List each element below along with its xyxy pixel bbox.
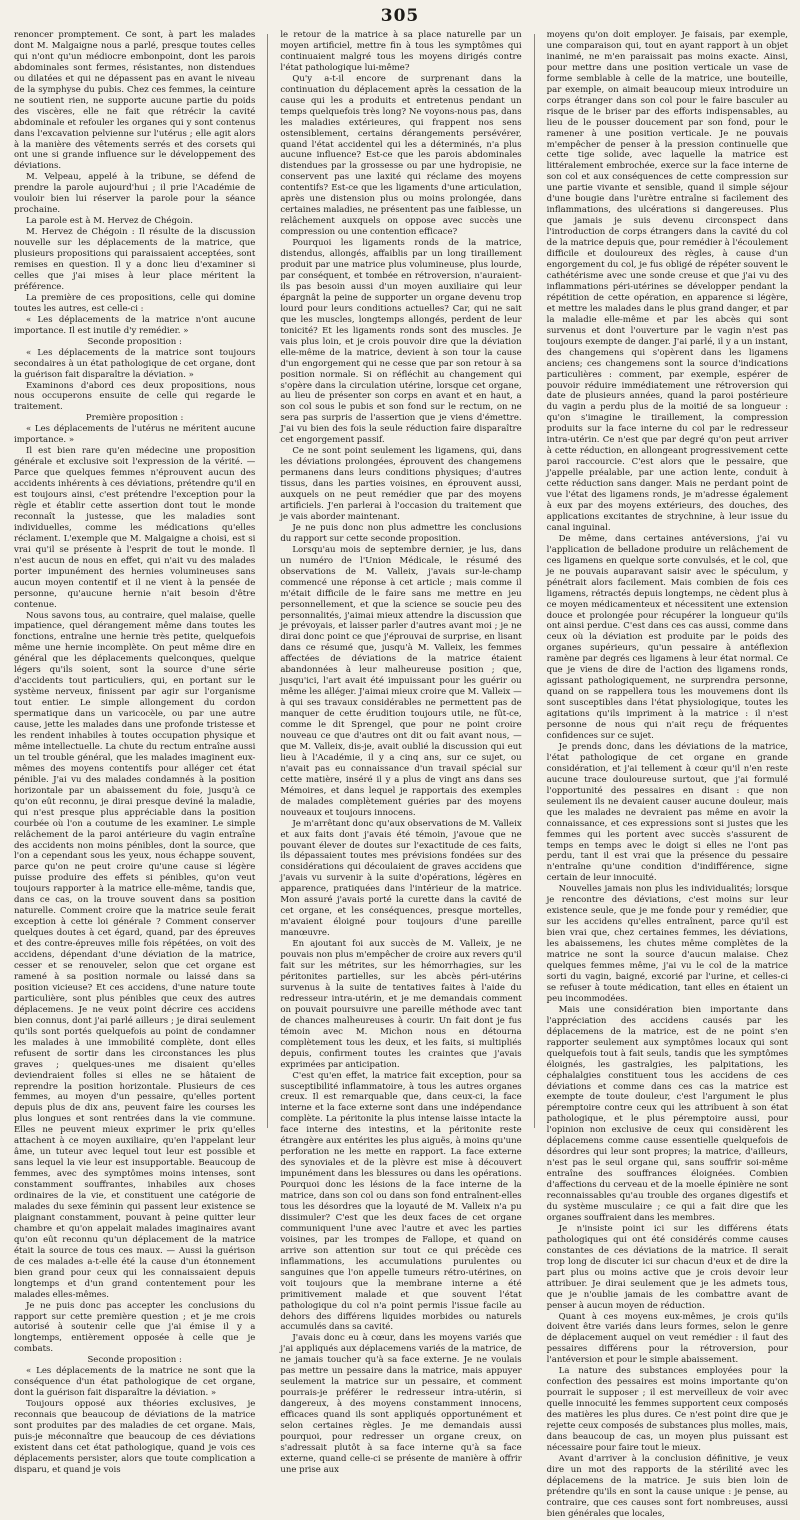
paragraph: Pourquoi les ligaments ronds de la matrice, distendus, allongés, affaiblis par un long tiraillement produit par une matrice plus volumineuse, plus lourde, par conséquent, et tombée en rétroversion, n'auraient-ils pas besoin aussi d'un moyen auxiliaire qui leur épargnât la peine de supporter un organe devenu trop lourd pour leurs conditions actuelles? Car, qui ne sait que les muscles, longtemps allongés, perdent de leur tonicité? Et les ligaments ronds sont des muscles. Je vais plus loin, et je crois pouvoir dire que la déviation elle-même de la matrice, devient à son tour la cause d'un engorgement qui ne cesse que par son retour à sa position normale. Si on réfléchit au changement qui s'opère dans la circulation utérine, lorsque cet organe, au lieu de présenter son corps en avant et en haut, a son col sous le pubis et son fond sur le rectum, on ne sera pas surpris de l'assertion que je viens d'émettre. J'ai vu bien des fois la seule réduction faire disparaître cet engorgement passif. [280,238,522,446]
paragraph: renoncer promptement. Ce sont, à part les malades dont M. Malgaigne nous a parlé, presque toutes celles qui n'ont qu'un médiocre embonpoint, dont les parois abdominales sont fermes, résistantes, non distendues ou dilatées et qui ne dépassent pas en avant le niveau de la symphyse du pubis. Chez ces femmes, la ceinture ne soutient rien, ne supporte aucune partie du poids des viscères, elle ne fait que rétrécir la cavité abdominale et refouler les organes qui y sont contenus dans l'excavation pelvienne sur l'utérus ; elle agit alors à la manière des vêtements serrés et des corsets qui ont une si grande influence sur le développement des déviations. [14,30,256,172]
paragraph: En ajoutant foi aux succès de M. Valleix, je ne pouvais non plus m'empêcher de croire aux revers qu'il fait sur les métrites, sur les hémorrhagies, sur les péritonites partielles, sur les abcès péri-utérins survenus à la suite de tentatives faites à l'aide du redresseur intra-utérin, et je me demandais comment on pouvait poursuivre une pareille méthode avec tant de chances malheureuses à courir. Un fait dont je fus témoin avec M. Michon nous en détourna complètement tous les deux, et les faits, si multipliés depuis, confirment toutes les craintes que j'avais exprimées par anticipation. [280,939,522,1070]
paragraph: Je m'arrêtant donc qu'aux observations de M. Valleix et aux faits dont j'avais été témoin, j'avoue que ne pouvant élever de doutes sur l'exactitude de ces faits, ils dépassaient toutes mes prévisions fondées sur des considérations qui découlaient de graves accidens que j'avais vu survenir à la suite d'opérations, légères en apparence, pratiquées dans l'intérieur de la matrice. Mon assuré j'avais porté la curette dans la cavité de cet organe, et les conséquences, presque mortelles, m'avaient éloigné pour toujours d'une pareille manœuvre. [280,818,522,939]
column-divider [267,34,268,1128]
paragraph: La première de ces propositions, celle qui domine toutes les autres, est celle-ci : [14,292,256,314]
page-number: 305 [380,6,420,26]
paragraph: M. Hervez de Chégoin : Il résulte de la discussion nouvelle sur les déplacements de la matrice, que plusieurs propositions qui paraissaient acceptées, sont remises en question. Il y a donc lieu d'examiner si celles que j'ai mises à leur place méritent la préférence. [14,227,256,292]
paragraph: Seconde proposition : [87,1355,182,1366]
paragraph: Ce ne sont point seulement les ligamens, qui, dans les déviations prolongées, éprouvent des changemens permanens dans leurs conditions physiques; d'autres tissus, dans les parties voisines, en éprouvent aussi, auxquels on ne peut remédier que par des moyens artificiels. J'en parlerai à l'occasion du traitement que je vais aborder maintenant. [280,446,522,522]
paragraph: Avant d'arriver à la conclusion définitive, je veux dire un mot des rapports de la stérilité avec les déplacemens de la matrice. Je suis bien loin de prétendre qu'ils en sont la cause unique : je pense, au contraire, que ces causes sont fort nombreuses, aussi bien générales que locales, [546,1453,788,1519]
column-2 [280,30,522,1475]
paragraph: La parole est à M. Hervez de Chégoin. [26,216,194,227]
paragraph: « Les déplacements de la matrice sont toujours secondaires à un état pathologique de cet organe, dont la guérison fait disparaître la déviation. » [14,347,256,380]
paragraph: le retour de la matrice à sa place naturelle par un moyen artificiel, mettre fin à tous les symptômes qui continuaient malgré tous les moyens dirigés contre l'état pathologique lui-même? [280,30,522,73]
paragraph: Je ne puis donc non plus admettre les conclusions du rapport sur cette seconde proposition. [280,522,522,544]
paragraph: Je prends donc, dans les déviations de la matrice, l'état pathologique de cet organe en grande considération, et j'ai tellement à cœur qu'il n'en reste aucune trace douloureuse surtout, que j'ai formulé l'opportunité des pessaires en disant : que non seulement ils ne devaient causer aucune douleur, mais que les malades ne devraient pas même en avoir la connaissance, et ces expressions sont si justes que les femmes qui les portent avec succès s'assurent de temps en temps avec le doigt si elles ne l'ont pas perdu, tant il est vrai que la présence du pessaire n'entraîne qu'une condition d'indifférence, signe certain de leur innocuité. [546,741,788,884]
paragraph: Examinons d'abord ces deux propositions, nous nous occuperons ensuite de celle qui regarde le traitement. [14,380,256,413]
paragraph: Nouvelles jamais non plus les individualités; lorsque je rencontre des déviations, c'est moins sur leur existence seule, que je me fonde pour y remédier, que sur les accidens qu'elles entraînent, parce qu'il est bien vrai que, chez certaines femmes, les déviations, les abaissemens, les chutes même complètes de la matrice ne sont la source d'aucun malaise. Chez quelques femmes même, j'ai vu le col de la matrice sorti du vagin, baigné, excorié par l'urine, et celles-ci se refuser à toute médication, tant elles en étaient un peu incommodées. [546,884,788,1004]
column-1 [14,30,256,1475]
paragraph: C'est qu'en effet, la matrice fait exception, pour sa susceptibilité inflammatoire, à tous les autres organes creux. Il est remarquable que, dans ceux-ci, la face interne et la face externe sont dans une indépendance complète. La péritonite la plus intense laisse intacte la face interne des intestins, et la péritonite reste étrangère aux entérites les plus aiguës, à moins qu'une perforation ne les mette en rapport. La face externe des synoviales et de la plèvre est mise à découvert impunément dans les blessures ou dans les opérations. Pourquoi donc les lésions de la face interne de la matrice, dans son col ou dans son fond entraînent-elles tous les désordres que la loyauté de M. Valleix n'a pu dissimuler? C'est que les deux faces de cet organe communiquent l'une avec l'autre et avec les parties voisines, par les trompes de Fallope, et quand on arrive son attention sur tout ce qui précède ces inflammations, les accumulations purulentes ou sanguines que l'on appelle tumeurs rétro-utérines, on voit toujours que la membrane interne a été primitivement malade et que souvent l'état pathologique du col n'a point permis l'issue facile au dehors des différens liquides morbides ou naturels accumulés dans sa cavité. [280,1070,522,1333]
paragraph: Première proposition : [85,413,184,424]
paragraph: Quant à ces moyens eux-mêmes, je crois qu'ils doivent être variés dans leurs formes, selon le genre de déplacement auquel on veut remédier : il faut des pessaires différens pour la rétroversion, pour l'antéversion et pour le simple abaissement. [546,1311,788,1366]
paragraph: « Les déplacements de l'utérus ne méritent aucune importance. » [14,424,256,446]
paragraph: J'avais donc eu à cœur, dans les moyens variés que j'ai appliqués aux déplacemens variés de la matrice, de ne jamais toucher qu'à sa face externe. Je ne voulais pas mettre un pessaire dans la matrice, mais appuyer seulement la matrice sur un pessaire, et comment pourrais-je préférer le redresseur intra-utérin, si dangereux, à des moyens constamment innocens, efficaces quand ils sont appliqués opportunément et selon certaines règles. Je me demandais aussi pourquoi, pour redresser un organe creux, on s'adressait plutôt à sa face interne qu'à sa face externe, quand celle-ci se présente de manière à offrir une prise aux [280,1333,522,1475]
paragraph: La nature des substances employées pour la confection des pessaires est moins importante qu'on pourrait le supposer ; il est merveilleux de voir avec quelle innocuité les femmes supportent ceux composés des matières les plus dures. Ce n'est point dire que je rejette ceux composés de substances plus molles, mais, dans beaucoup de cas, un moyen plus puissant est nécessaire pour faire tout le mieux. [546,1366,788,1453]
paragraph: M. Velpeau, appelé à la tribune, se défend de prendre la parole aujourd'hui ; il prie l'Académie de vouloir bien lui réserver la parole pour la séance prochaine. [14,172,256,216]
paragraph: Qu'y a-t-il encore de surprenant dans la continuation du déplacement après la cessation de la cause qui les a produits et entretenus pendant un temps quelquefois très long? Ne voyons-nous pas, dans les maladies extérieures, qui frappent nos sens ostensiblement, certains dérangements persévérer, quand l'état accidentel qui les a déterminés, n'a plus aucune influence? Est-ce que les parois abdominales distendues par la grossesse ou par une hydropisie, ne conservent pas une laxité qui réclame des moyens contentifs? Est-ce que les ligaments d'une articulation, après une distension plus ou moins prolongée, dans certaines maladies, ne présentent pas une faiblesse, un relâchement auxquels on oppose avec succès une compression ou une contention efficace? [280,73,522,238]
paragraph: « Les déplacements de la matrice n'ont aucune importance. Il est inutile d'y remédier. » [14,314,256,336]
paragraph: Nous savons tous, au contraire, quel malaise, quelle impatience, quel dérangement même dans toutes les fonctions, entraîne une hernie très petite, quelquefois même une hernie incomplète. On peut même dire en général que les déplacements quelconques, quelque légers qu'ils soient, sont la source d'une série d'accidents tout particuliers, qui, en portant sur le système nerveux, finissent par agir sur l'organisme tout entier. Le simple allongement du cordon spermatique dans un varicocèle, ou par une autre cause, jette les malades dans une profonde tristesse et les rendent inhabiles à toutes occupation physique et même intellectuelle. La chute du rectum entraîne aussi un tel trouble général, que les malades imaginent eux-mêmes des moyens contentifs pour alléger cet état pénible. J'ai vu des malades condamnés à la position horizontale par un abaissement du foie, jusqu'à ce qu'on eût reconnu, je dirai presque deviné la maladie, qui n'est presque plus appréciable dans la position courbée où l'on a coutume de les examiner. Le simple relâchement de la paroi antérieure du vagin entraîne des accidents non moins pénibles, dont la source, que l'on a cependant sous les yeux, nous échappe souvent, parce qu'on ne peut croire qu'une cause si légère puisse produire des effets si pénibles, qu'on veut toujours rapporter à la matrice elle-même, tandis que, dans ce cas, on la trouve souvent dans sa position naturelle. Comment croire que la matrice seule ferait exception à cette loi générale ? Comment conserver quelques doutes à cet égard, quand, par des épreuves et des contre-épreuves mille fois répétées, on voit des accidens, dépendant d'une déviation de la matrice, cesser et se renouveler, selon que cet organe est ramené à sa position normale ou laissé dans sa position vicieuse? Et ces accidens, d'une nature toute particulière, sont plus pénibles que ceux des autres déplacemens. Je ne veux point décrire ces accidens bien connus, dont j'ai parlé ailleurs ; je dirai seulement qu'ils sont portés quelquefois au point de condamner les malades à une immobilité complète, dont elles refusent de sortir dans les circonstances les plus graves ; quelques-unes me disaient qu'elles deviendraient folles si elles ne se hâtaient de reprendre la position horizontale. Plusieurs de ces femmes, au moyen d'un pessaire, qu'elles portent depuis plus de dix ans, peuvent faire les courses les plus longues et sont rentrées dans la vie commune. Elles ne peuvent mieux exprimer le prix qu'elles attachent à ce moyen auxiliaire, qu'en l'appelant leur âme, un tuteur avec lequel tout leur est possible et sans lequel la vie leur est insupportable. Beaucoup de femmes, avec des symptômes moins intenses, sont constamment souffrantes, inhabiles aux choses ordinaires de la vie, et constituent une catégorie de malades du sexe féminin qui passent leur existence se plaignant constamment, pouvant à peine quitter leur chambre et qu'on appelait malades imaginaires avant qu'on eût reconnu qu'un déplacement de la matrice était la source de tous ces maux. — Aussi la guérison de ces malades a-t-elle été la cause d'un étonnement bien grand pour ceux qui les connaissaient depuis longtemps et d'un grand contentement pour les malades elles-mêmes. [14,610,256,1300]
paragraph: Je n'insiste point ici sur les différens états pathologiques qui ont été considérés comme causes constantes de ces déviations de la matrice. Il serait trop long de discuter ici sur chacun d'eux et de dire la part plus ou moins active que je crois devoir leur attribuer. Je dirai seulement que je les admets tous, que je n'oublie jamais de les combattre avant de penser à aucun moyen de réduction. [546,1223,788,1311]
paragraph: « Les déplacements de la matrice ne sont que la conséquence d'un état pathologique de cet organe, dont la guérison fait disparaître la déviation. » [14,1366,256,1399]
paragraph: Seconde proposition : [87,336,182,347]
column-3 [546,30,788,1519]
paragraph: Il est bien rare qu'en médecine une proposition générale et exclusive soit l'expression de la vérité. — Parce que quelques femmes n'éprouvent aucun des accidents inhérents à ces déviations, prétendre qu'il en est toujours ainsi, c'est prétendre l'exception pour la règle et établir cette assertion dont tout le monde reconnaît la justesse, que les maladies sont individuelles, comme les médications qu'elles réclament. L'exemple que M. Malgaigne a choisi, est si vrai qu'il se présente à l'esprit de tout le monde. Il n'est aucun de nous en effet, qui n'ait vu des malades porter impunément des hernies volumineuses sans aucun moyen contentif et il ne vient à la pensée de personne, qu'aucune hernie n'ait besoin d'être contenue. [14,446,256,610]
paragraph: De même, dans certaines antéversions, j'ai vu l'application de belladone produire un relâchement de ces ligamens en quelque sorte convulsés, et le col, que je ne pouvais auparavant saisir avec le spéculum, y pénétrait alors facilement. Mais combien de fois ces ligamens, rétractés depuis longtemps, ne cèdent plus à ce moyen médicamenteux et nécessitent une extension douce et prolongée pour récupérer la longueur qu'ils ont ainsi perdue. C'est dans ces cas aussi, comme dans ceux où la déviation est produite par le poids des organes supérieurs, qu'un pessaire à antéflexion ramène par degrés ces ligamens à leur état normal. Ce que je viens de dire de l'action des ligamens ronds, agissant pathologiquement, ne surprendra personne, quand on se rappellera tous les mouvemens dont ils sont susceptibles dans l'état physiologique, toutes les agitations qu'ils impriment à la matrice : il n'est personne de nous qui n'ait reçu de fréquentes confidences sur ce sujet. [546,533,788,741]
paragraph: Toujours opposé aux théories exclusives, je reconnais que beaucoup de déviations de la matrice sont produites par des maladies de cet organe. Mais, puis-je méconnaître que beaucoup de ces déviations existent dans cet état pathologique, quand je vois ces déplacements persister, alors que toute complication a disparu, et quand je vois [14,1399,256,1475]
text-columns [14,30,788,1519]
paragraph: moyens qu'on doit employer. Je faisais, par exemple, une comparaison qui, tout en ayant rapport à un objet inanimé, ne m'en paraissait pas moins exacte. Ainsi, pour mettre dans une position verticale un vase de forme semblable à celle de la matrice, une bouteille, par exemple, on aimait beaucoup mieux introduire un corps étranger dans son col pour le faire basculer au risque de le briser par des efforts indispensables, au lieu de le pousser doucement par son fond, pour le ramener à une position verticale. Je ne pouvais m'empêcher de penser à la pression continuelle que cette tige solide, avec laquelle la matrice est littéralement embrochée, exerce sur la face interne de son col et aux conséquences de cette compression sur une partie vivante et sensible, quand il simple séjour d'une bougie dans l'urètre entraîne si facilement des inflammations, des ulcérations si dangereuses. Plus que jamais je suis devenu circonspect dans l'introduction de corps étrangers dans la cavité du col de la matrice depuis que, pour remédier à l'écoulement difficile et douloureux des règles, à cause d'un engorgement du col, je fus obligé de répéter souvent le cathétérisme avec une sonde creuse et que j'ai vu des inflammations péri-utérines se développer pendant la répétition de cette opération, en apparence si légère, et mettre les malades dans le plus grand danger, et par la maladie elle-même et par les abcès qui sont survenus et dont l'ouverture par le vagin n'est pas toujours exempte de danger. J'ai parlé, il y a un instant, des changemens qui s'opèrent dans les ligamens anciens; ces changemens sont la source d'indications particulières : comment, par exemple, espérer de pouvoir réduire immédiatement une rétroversion qui date de plusieurs années, quand la paroi postérieure du vagin a perdu plus de la moitié de sa longueur : qu'on s'imagine le tiraillement, la compression produits sur la face interne du col par le redresseur intra-utérin. Ce n'est que par degré qu'on peut arriver à cette réduction, en allongeant progressivement cette paroi raccourcie. C'est alors que le pessaire, que j'appelle préalable, par une action lente, conduit à cette réduction sans danger. Mais ne perdant point de vue l'état des ligamens ronds, je m'adresse également à eux par des moyens extérieurs, des douches, des applications excitantes de strychnine, à leur issue du canal inguinal. [546,30,788,533]
paragraph: Mais une considération bien importante dans l'appréciation des accidens causés par les déplacemens de la matrice, est de ne point s'en rapporter seulement aux symptômes locaux qui sont quelquefois tout à fait seuls, tandis que les symptômes éloignés, les gastralgies, les palpitations, les céphalalgies constituent tous les accidens de ces déviations et comme dans ces cas la matrice est exempte de toute douleur, c'est l'argument le plus péremptoire contre ceux qui les attribuent à son état pathologique, et le plus péremptoire aussi, pour l'opinion non exclusive de ceux qui considèrent les déplacemens comme cause essentielle quelquefois de désordres qui leur sont propres; la matrice, d'ailleurs, n'est pas le seul organe qui, sans souffrir soi-même entraîne des souffrances éloignées. Combien d'affections du cerveau et de la moelle épinière ne sont reconnaissables qu'au trouble des organes digestifs et du système musculaire ; ce qui a fait dire que les organes souffraient dans les membres. [546,1004,788,1223]
column-divider [534,34,535,1128]
paragraph: Lorsqu'au mois de septembre dernier, je lus, dans un numéro de l'Union Médicale, le résumé des observations de M. Valleix, j'avais sur-le-champ commencé une réponse à cet article ; mais comme il m'était difficile de le faire sans me mettre en jeu personnellement, et que la science se soucie peu des personnalités, j'aimai mieux attendre la discussion que je prévoyais, et laisser parler d'autres avant moi ; je ne dirai donc point ce que j'éprouvai de surprise, en lisant dans ce résumé que, jusqu'à M. Valleix, les femmes affectées de déviations de la matrice étaient abandonnées à leur malheureuse position ; que, jusqu'ici, l'art avait été impuissant pour les guérir ou même les alléger. J'aimai mieux croire que M. Valleix — à qui ses travaux considérables ne permettent pas de manquer de cette érudition toujours utile, ne fût-ce, comme le dit Sprengel, que pour ne point croire nouveau ce que d'autres ont dit ou fait avant nous, — que M. Valleix, dis-je, avait oublié la discussion qui eut lieu à l'Académie, il y a cinq ans, sur ce sujet, ou n'avait pas eu connaissance d'un travail spécial sur cette matière, inséré il y a plus de vingt ans dans ses Mémoires, et dans lequel je rapportais des exemples de malades complètement guéries par des moyens nouveaux et toujours innocens. [280,544,522,818]
paragraph: Je ne puis donc pas accepter les conclusions du rapport sur cette première question ; et je me crois autorisé à soutenir celle que j'ai émise il y a longtemps, entièrement opposée à celle que je combats. [14,1300,256,1355]
